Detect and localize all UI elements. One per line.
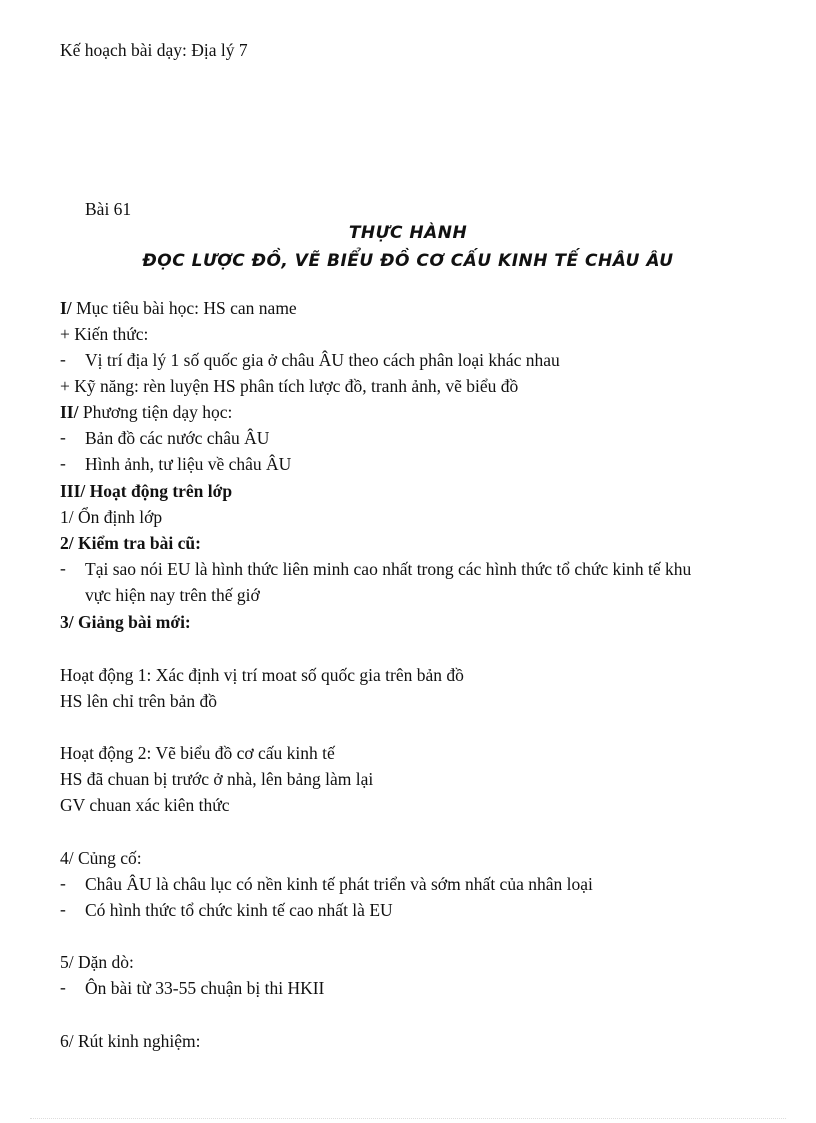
page-bottom-divider	[30, 1118, 786, 1119]
homework-item: Ôn bài từ 33-55 chuận bị thi HKII	[85, 978, 325, 998]
section-1-text: Mục tiêu bài học: HS can name	[71, 298, 297, 318]
bullet-dash: -	[60, 349, 66, 369]
activity-1: Hoạt động 1: Xác định vị trí moat số quốc gia trên bản đồ	[60, 665, 464, 685]
knowledge-label: + Kiến thức:	[60, 324, 149, 344]
section-2-text: Phương tiện dạy học:	[78, 402, 233, 422]
activity-2: Hoạt động 2: Vẽ biểu đồ cơ cấu kinh tế	[60, 743, 335, 763]
bullet-dash: -	[60, 977, 66, 997]
step-6-heading: 6/ Rút kinh nghiệm:	[60, 1031, 201, 1051]
section-2-heading	[60, 401, 232, 423]
bullet-dash: -	[60, 873, 66, 893]
lesson-number: Bài 61	[85, 199, 132, 219]
step-3-heading	[60, 611, 191, 633]
activity-2-detail-1: HS đã chuan bị trước ở nhà, lên bảng làm lại	[60, 769, 374, 789]
step-4-heading: 4/ Củng cố:	[60, 848, 142, 868]
bullet-dash: -	[60, 899, 66, 919]
review-question-line-2: vực hiện nay trên thế giớ	[85, 585, 260, 605]
step-2-label: 2/	[60, 533, 74, 553]
step-5-heading: 5/ Dặn dò:	[60, 952, 134, 972]
knowledge-item: Vị trí địa lý 1 số quốc gia ở châu ÂU theo cách phân loại khác nhau	[85, 350, 560, 370]
document-header: Kế hoạch bài dạy: Địa lý 7	[60, 40, 248, 60]
step-3-label: 3/	[60, 612, 74, 632]
bullet-dash: -	[60, 558, 66, 578]
equipment-item: Hình ảnh, tư liệu về châu ÂU	[85, 454, 292, 474]
step-1: 1/ Ổn định lớp	[60, 507, 163, 527]
section-3-heading: III/ Hoạt động trên lớp	[60, 481, 233, 501]
activity-2-detail-2: GV chuan xác kiên thức	[60, 795, 230, 815]
equipment-item: Bản đồ các nước châu ÂU	[85, 428, 270, 448]
activity-1-detail: HS lên chỉ trên bản đồ	[60, 691, 217, 711]
step-2-heading	[60, 532, 201, 554]
title-line-2: ĐỌC LƯỢC ĐỒ, VẼ BIỂU ĐỒ CƠ CẤU KINH TẾ CHÂU ÂU	[142, 251, 674, 271]
consolidation-item: Có hình thức tổ chức kinh tế cao nhất là EU	[85, 900, 393, 920]
step-2-text: Kiểm tra bài cũ:	[73, 533, 201, 553]
review-question-line-1: Tại sao nói EU là hình thức liên minh cao nhất trong các hình thức tổ chức kinh tế khu	[85, 559, 692, 579]
title-line-1: THỰC HÀNH	[348, 223, 468, 243]
bullet-dash: -	[60, 427, 66, 447]
section-1-label: I/	[60, 298, 72, 318]
step-3-text: Giảng bài mới:	[73, 612, 191, 632]
section-2-label: II/	[60, 402, 79, 422]
bullet-dash: -	[60, 453, 66, 473]
skills-text: + Kỹ năng: rèn luyện HS phân tích lược đồ, tranh ảnh, vẽ biểu đồ	[60, 376, 519, 396]
section-1-heading	[60, 297, 297, 319]
consolidation-item: Châu ÂU là châu lục có nền kinh tế phát triển và sớm nhất của nhân loại	[85, 874, 593, 894]
